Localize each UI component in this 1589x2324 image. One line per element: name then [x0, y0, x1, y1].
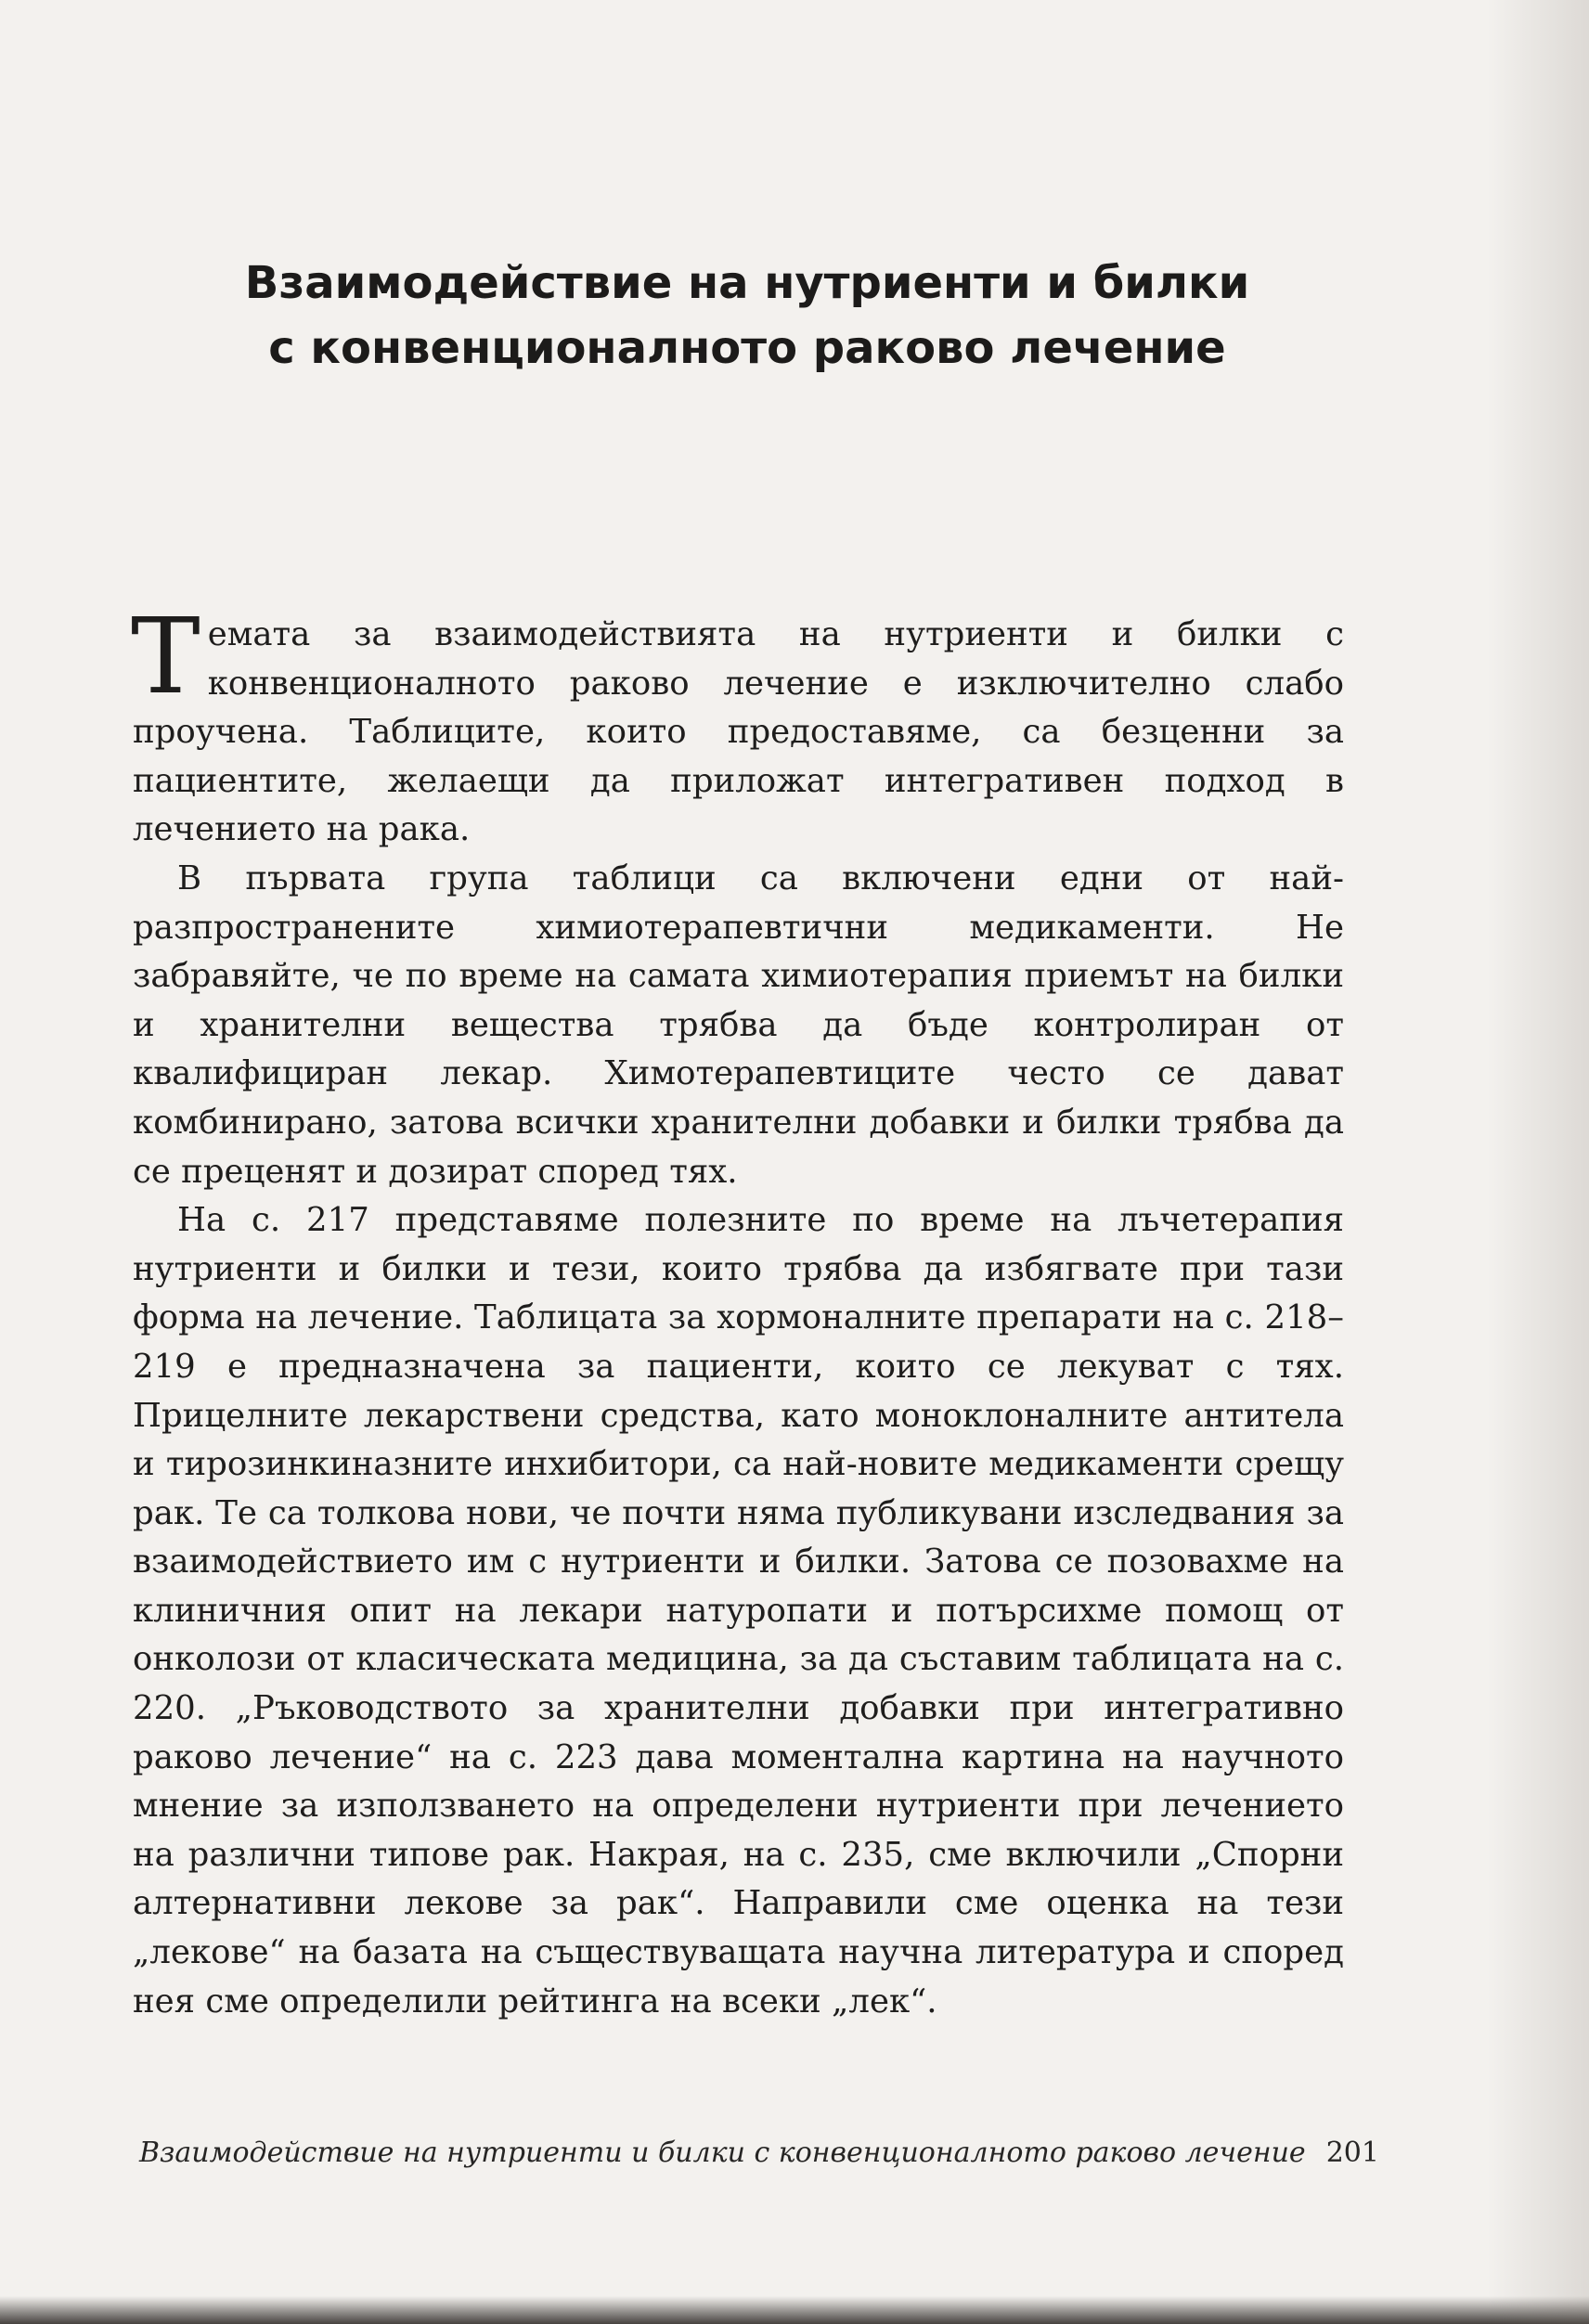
paragraph-1 — [131, 597, 1344, 855]
paragraph-1-text: емата за взаимодействията на нутриенти и билки с конвенционалното раково лечение е изключително слабо проучена. Таблиците, които предоставяме, са безценни за пациентите, желаещи да приложат интегративен подход в лечението на рака. — [133, 615, 1344, 849]
paragraph-3: На с. 217 представяме полезните по време на лъчетерапия нутриенти и билки и тези, които трябва да избягвате при тази форма на лечение. Таблицата за хормоналните препарати на с. 218–219 е предназначена за пациенти, които се лекуват с тях. Прицелните лекарствени средства, като моноклоналните антитела и тирозинкиназните инхибитори, са най-новите медикаменти срещу рак. Те са толкова нови, че почти няма публикувани изследвания за взаимодействието им с нутриенти и билки. Затова се позовахме на клиничния опит на лекари натуропати и потърсихме помощ от онколози от класическата медицина, за да съставим таблицата на с. 220. „Ръководството за хранителни добавки при интегративно раково лечение“ на с. 223 дава моментална картина на научното мнение за използването на определени нутриенти при лечението на различни типове рак. Накрая, на с. 235, сме включили „Спорни алтернативни лекове за рак“. Направили сме оценка на тези „лекове“ на базата на съществуващата научна литература и според нея сме определили рейтинга на всеки „лек“. — [133, 1201, 1344, 2021]
chapter-title-line-1: Взаимодействие на нутриенти и билки — [244, 257, 1250, 309]
body-text — [131, 597, 1344, 2026]
paragraph-2: В първата група таблици са включени едни от най-разпространените химиотерапевтични медикаменти. Не забравяйте, че по време на самата химиотерапия приемът на билки и хранителни вещества трябва да бъде контролиран от квалифициран лекар. Химотерапевтиците често се дават комбинирано, затова всички хранителни добавки и билки трябва да се преценят и дозират според тях. — [133, 859, 1344, 1191]
page-footer — [139, 2137, 1411, 2169]
chapter-title-line-2: с конвенционалното раково лечение — [268, 322, 1226, 374]
drop-cap: Т — [131, 597, 200, 717]
page-number: 201 — [1325, 2137, 1379, 2169]
chapter-title — [149, 251, 1346, 381]
running-footer-title: Взаимодействие на нутриенти и билки с конвенционалното раково лечение — [139, 2137, 1306, 2169]
